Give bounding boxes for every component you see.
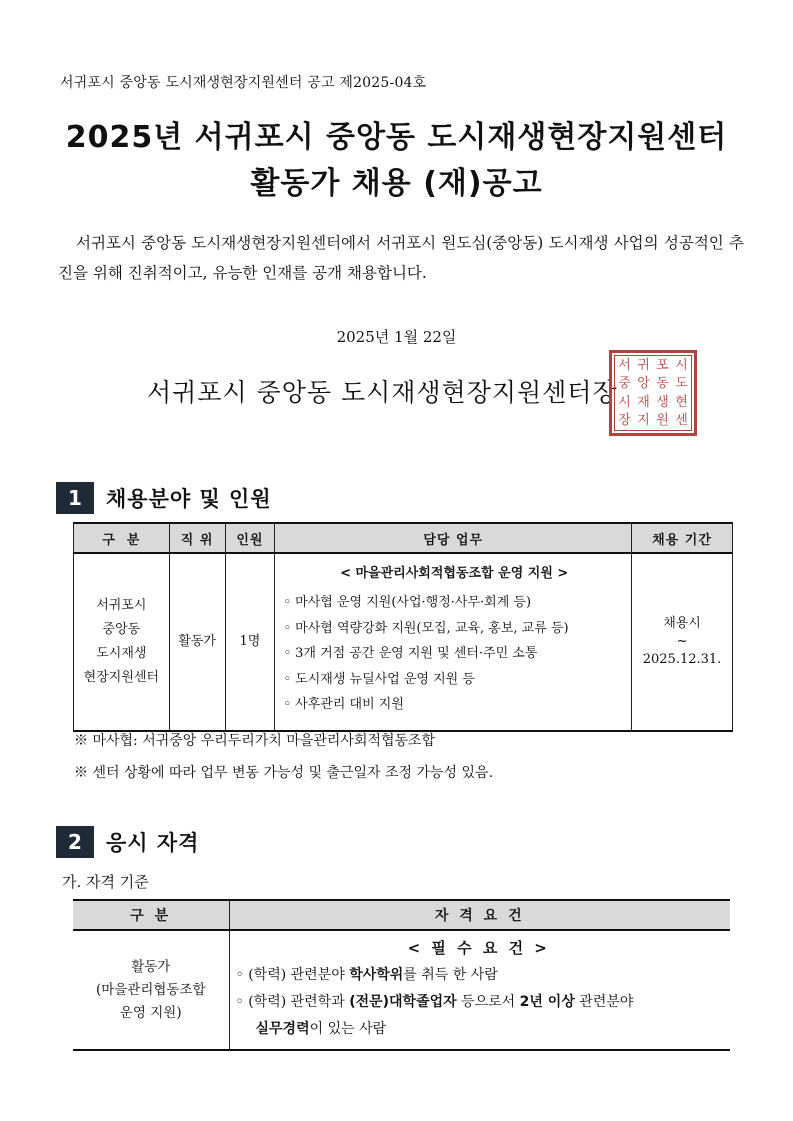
seal-glyph: 서 xyxy=(618,357,631,373)
req-text: ◦ (학력) 관련학과 xyxy=(235,994,350,1010)
division-cell xyxy=(74,553,170,731)
role-cell xyxy=(73,930,229,1050)
section-number: 2 xyxy=(56,826,94,858)
seal-glyph: 센 xyxy=(675,413,688,429)
seal-glyph: 귀 xyxy=(637,357,650,373)
notice-number: 서귀포시 중앙동 도시재생현장지원센터 공고 제2025-04호 xyxy=(60,75,427,91)
official-seal xyxy=(609,350,697,436)
header-period: 채용 기간 xyxy=(632,523,733,553)
seal-glyph: 도 xyxy=(675,376,688,392)
seal-glyph: 재 xyxy=(637,394,650,410)
headcount-cell: 1명 xyxy=(225,553,275,731)
role-line: 활동가 xyxy=(131,958,171,975)
section-title: 응시 자격 xyxy=(106,831,200,855)
table-row xyxy=(74,553,733,731)
req-text: ◦ (학력) 관련분야 xyxy=(235,967,350,983)
requirement-item xyxy=(236,962,723,989)
seal-glyph: 앙 xyxy=(637,376,650,392)
period-end: 2025.12.31. xyxy=(642,652,722,667)
seal-glyph: 시 xyxy=(675,357,688,373)
duty-item: ◦ 도시재생 뉴딜사업 운영 지원 등 xyxy=(283,671,475,687)
seal-glyph: 시 xyxy=(618,394,631,410)
req-text: 관련분야 xyxy=(574,994,634,1010)
seal-glyph: 생 xyxy=(656,394,669,410)
req-emphasis: 2년 이상 xyxy=(519,994,575,1010)
division-line: 중앙동 xyxy=(102,622,141,637)
requirements-heading: < 필 수 요 건 > xyxy=(407,939,550,957)
seal-glyph: 동 xyxy=(656,376,669,392)
duty-item: ◦ 마사협 운영 지원(사업·행정·사무·회계 등) xyxy=(283,595,532,610)
header-requirements: 자 격 요 건 xyxy=(229,900,730,930)
req-text: 이 있는 사람 xyxy=(309,1021,387,1037)
subsection-title: 가. 자격 기준 xyxy=(62,873,149,891)
header-division: 구 분 xyxy=(73,900,229,930)
duty-item: ◦ 마사협 역량강화 지원(모집, 교육, 홍보, 교류 등) xyxy=(283,620,569,636)
duty-item: ◦ 사후관리 대비 지원 xyxy=(283,697,404,712)
seal-glyph: 중 xyxy=(618,376,631,392)
section-title: 채용분야 및 인원 xyxy=(106,487,272,511)
duties-cell xyxy=(275,553,632,731)
header-division: 구 분 xyxy=(74,523,170,553)
section-1-header xyxy=(56,482,272,514)
table-header-row xyxy=(74,523,733,553)
req-emphasis: 실무경력 xyxy=(255,1021,310,1037)
table-row xyxy=(73,930,730,1050)
req-emphasis: (전문)대학졸업자 xyxy=(349,994,457,1010)
role-line: (마을관리협동조합 xyxy=(95,981,206,998)
duty-item: ◦ 3개 거점 공간 운영 지원 및 센터·주민 소통 xyxy=(283,646,538,661)
recruitment-table xyxy=(73,522,733,732)
header-headcount: 인원 xyxy=(225,523,275,553)
table-header-row xyxy=(73,900,730,930)
role-line: 운영 지원) xyxy=(119,1004,182,1021)
seal-glyph: 현 xyxy=(675,394,688,410)
requirement-item xyxy=(236,989,723,1016)
section-2-header xyxy=(56,826,199,858)
issuer-name: 서귀포시 중앙동 도시재생현장지원센터장 xyxy=(147,378,618,407)
req-text: 등으로서 xyxy=(456,994,520,1010)
section-number: 1 xyxy=(56,482,94,514)
duties-heading: < 마을관리사회적협동조합 운영 지원 > xyxy=(340,566,569,581)
req-emphasis: 학사학위 xyxy=(349,967,404,983)
division-line: 서귀포시 xyxy=(96,598,147,613)
note-abbreviation: ※ 마사협: 서귀중앙 우리두리가치 마을관리사회적협동조합 xyxy=(74,733,436,749)
seal-text-grid xyxy=(614,355,692,431)
header-duties: 담당 업무 xyxy=(275,523,632,553)
page-subtitle: 활동가 채용 (재)공고 xyxy=(250,166,543,201)
note-schedule: ※ 센터 상황에 따라 업무 변동 가능성 및 출근일자 조정 가능성 있음. xyxy=(74,765,494,781)
position-cell: 활동가 xyxy=(169,553,225,731)
requirement-continuation xyxy=(236,1016,723,1043)
seal-glyph: 포 xyxy=(656,357,669,373)
notice-date: 2025년 1월 22일 xyxy=(336,328,457,346)
header-position: 직 위 xyxy=(169,523,225,553)
period-start: 채용시 xyxy=(663,616,701,631)
seal-glyph: 원 xyxy=(656,413,669,429)
seal-glyph: 지 xyxy=(637,413,650,429)
period-separator: ~ xyxy=(676,634,688,649)
req-text: 를 취득 한 사람 xyxy=(403,967,498,983)
requirements-cell xyxy=(229,930,730,1050)
page-title: 2025년 서귀포시 중앙동 도시재생현장지원센터 xyxy=(65,120,728,155)
division-line: 현장지원센터 xyxy=(83,670,160,685)
qualification-table xyxy=(73,899,730,1051)
seal-glyph: 장 xyxy=(618,413,631,429)
period-cell xyxy=(632,553,733,731)
division-line: 도시재생 xyxy=(96,646,147,661)
intro-paragraph: 서귀포시 중앙동 도시재생현장지원센터에서 서귀포시 원도심(중앙동) 도시재생 사업의 성공적인 추진을 위해 진취적이고, 유능한 인재를 공개 채용합니다. xyxy=(58,234,744,282)
